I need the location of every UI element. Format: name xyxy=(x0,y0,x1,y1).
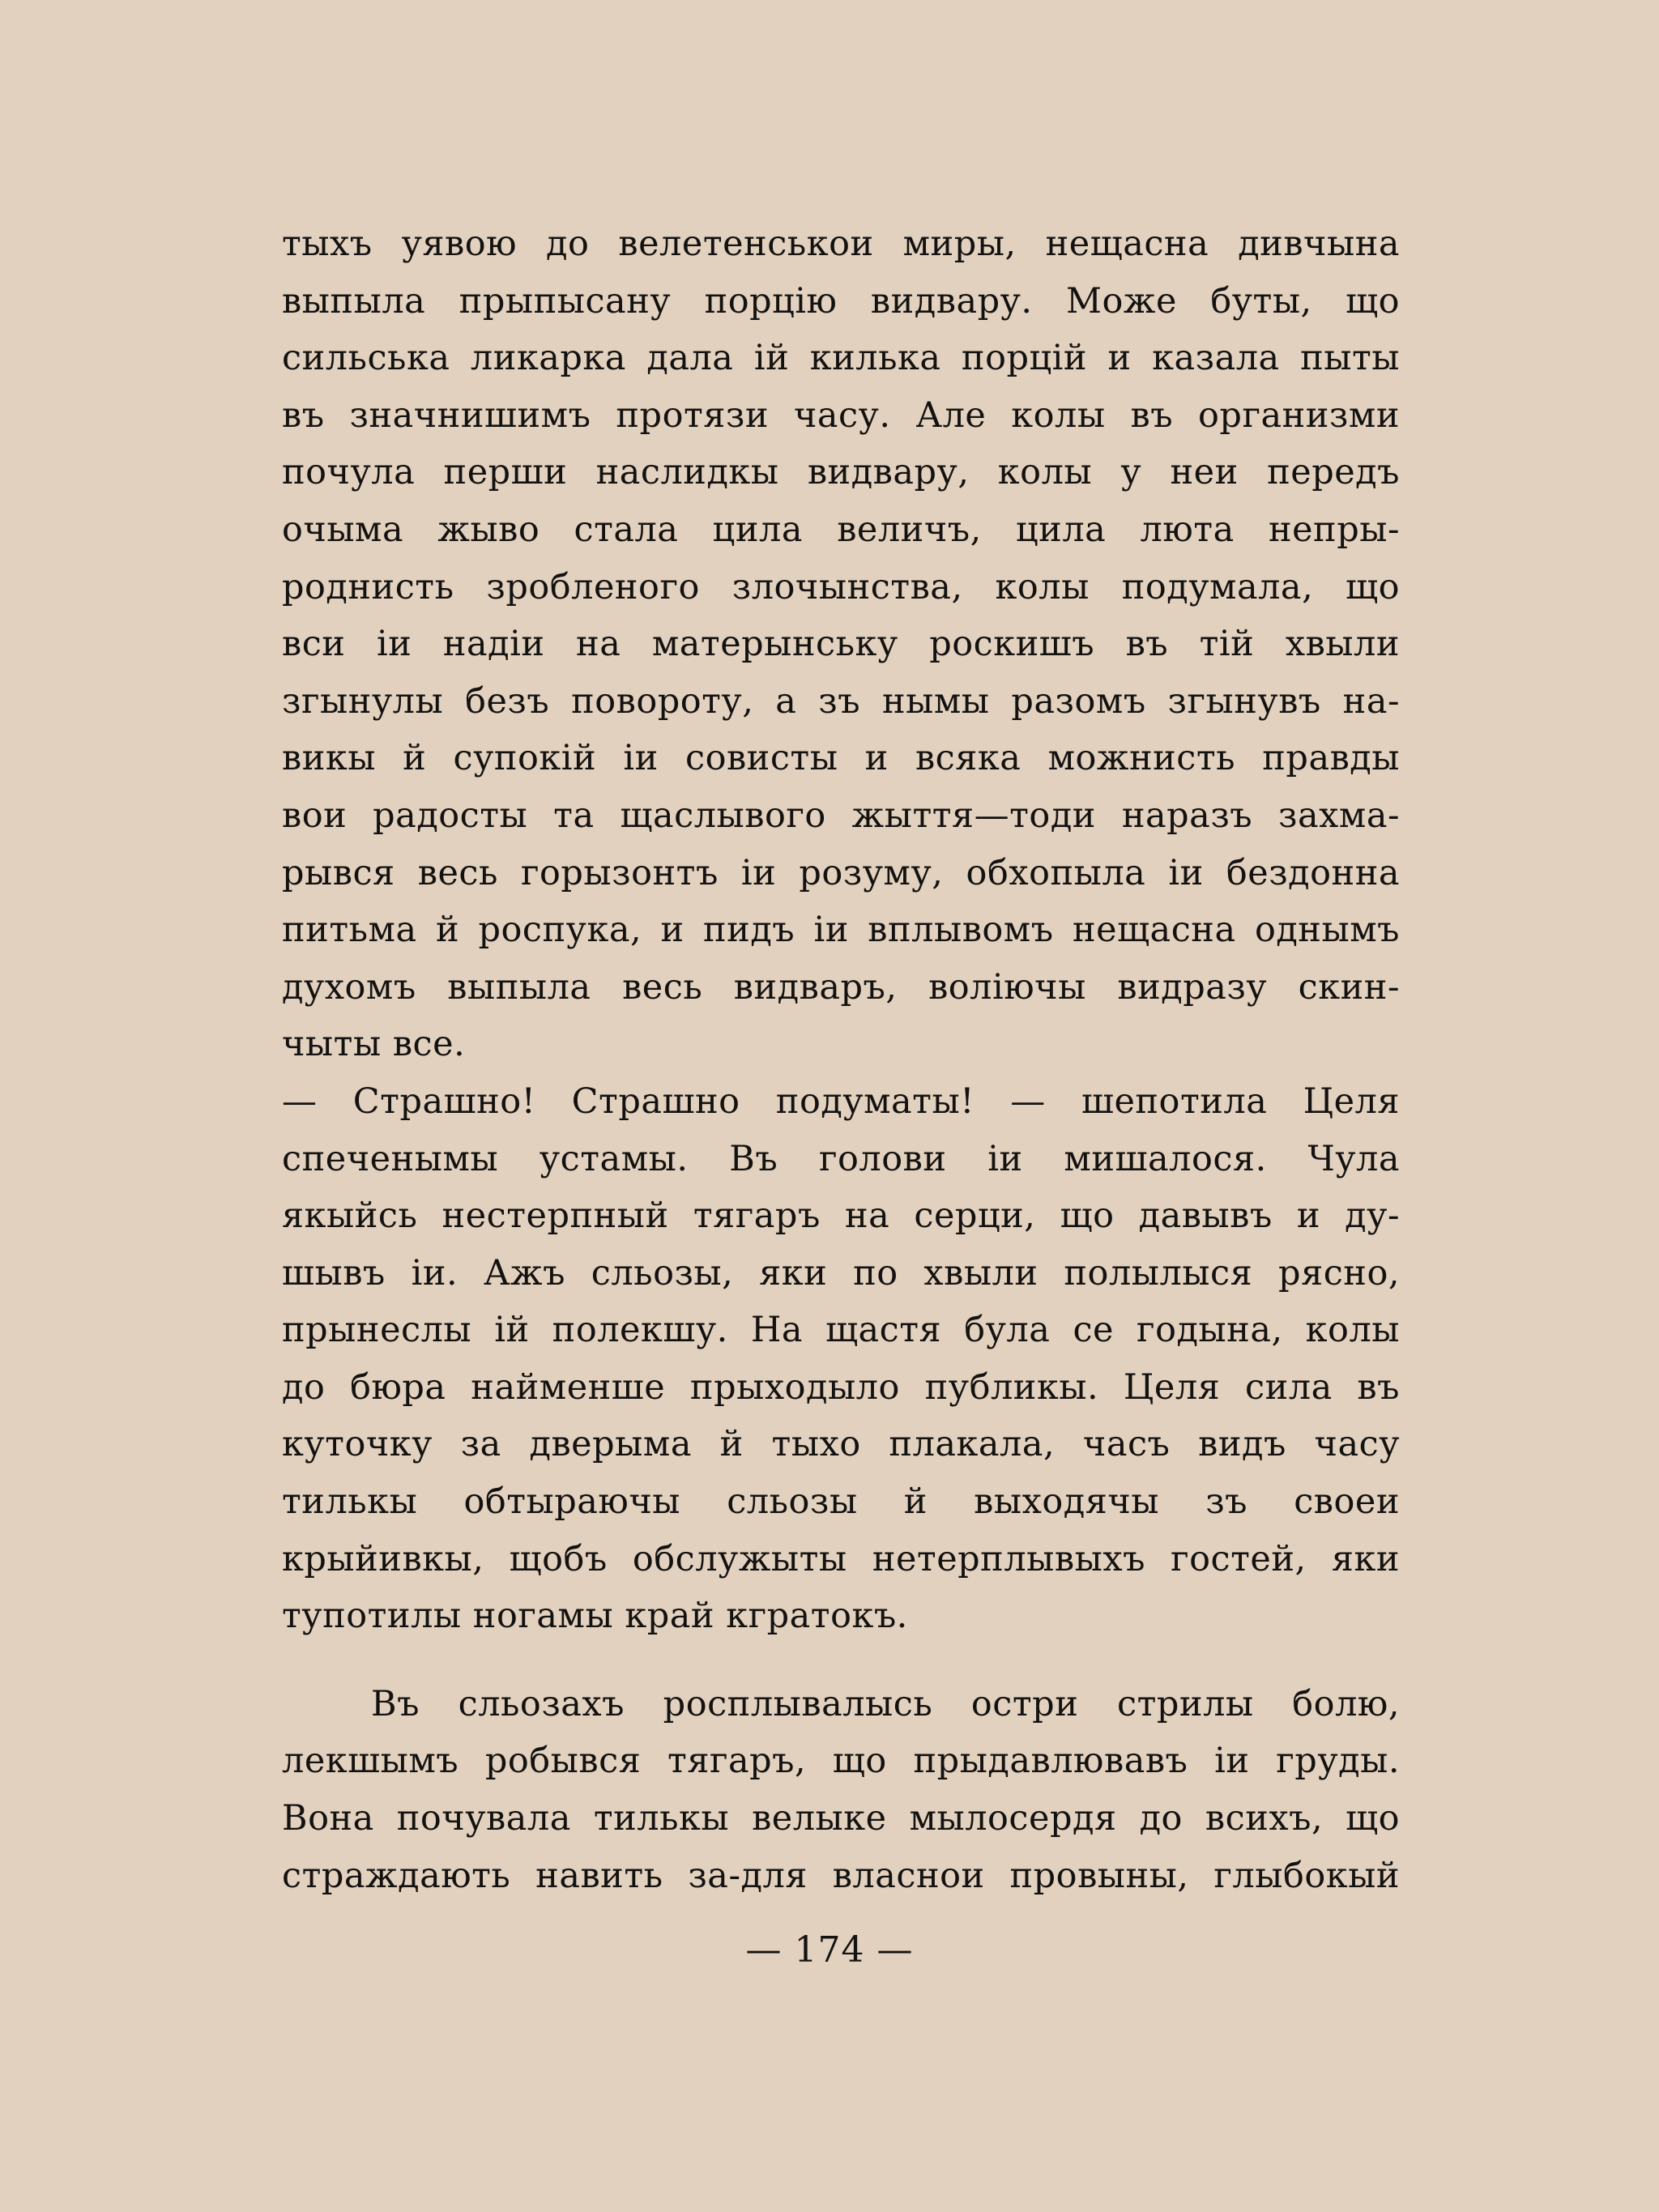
paragraph-2 xyxy=(282,1073,1400,1645)
text-line: сильська ликарка дала ій килька порцій и казала пыты xyxy=(282,338,1400,379)
text-line: крыйивкы, щобъ обслужыты нетерплывыхъ гостей, яки xyxy=(282,1538,1400,1579)
text-line: въ значнишимъ протязи часу. Але колы въ организми xyxy=(282,394,1400,436)
text-line: лекшымъ робывся тягаръ, що прыдавлювавъ іи груды. xyxy=(282,1741,1400,1782)
text-line: до бюра найменше прыходыло публикы. Целя сила въ xyxy=(282,1366,1400,1408)
text-line: — Страшно! Страшно подуматы! — шепотила Целя xyxy=(282,1080,1400,1122)
text-line: якыйсь нестерпный тягаръ на серци, що давывъ и ду- xyxy=(282,1196,1400,1237)
text-line: викы й супокій іи совисты и всяка можнисть правды xyxy=(282,738,1400,779)
paragraph-3 xyxy=(282,1676,1400,1904)
text-line: рывся весь горызонтъ іи розуму, обхопыла іи бездонна xyxy=(282,852,1400,893)
paragraph-spacer xyxy=(282,1645,1400,1676)
text-line: Въ сльозахъ росплывалысь остри стрилы болю, xyxy=(371,1683,1400,1724)
text-line: спеченымы устамы. Въ голови іи мишалося. Чула xyxy=(282,1138,1400,1179)
text-line: тупотилы ногамы край кгратокъ. xyxy=(282,1596,908,1637)
text-line: тыхъ уявою до велетенськои миры, нещасна дивчына xyxy=(282,224,1400,264)
text-line: чыты все. xyxy=(282,1024,466,1065)
text-line: Вона почувала тилькы велыке мылосердя до всихъ, що xyxy=(282,1798,1400,1839)
text-line: роднисть зробленого злочынства, колы подумала, що xyxy=(282,566,1400,607)
text-line: шывъ іи. Ажъ сльозы, яки по хвыли полылыся рясно, xyxy=(282,1252,1400,1294)
paragraph-1 xyxy=(282,215,1400,1073)
text-line: тилькы обтыраючы сльозы й выходячы зъ своеи xyxy=(282,1481,1400,1523)
page-number: — 174 — xyxy=(745,1929,914,1971)
text-line: страждають навить за-для власнои провыны, глыбокый xyxy=(282,1855,1400,1896)
text-line: очыма жыво стала цила величъ, цила люта непры- xyxy=(282,509,1400,550)
page-text xyxy=(282,215,1400,1904)
text-line: прынеслы ій полекшу. На щастя була се годына, колы xyxy=(282,1310,1400,1351)
text-line: почула перши наслидкы видвару, колы у неи передъ xyxy=(282,452,1400,493)
text-line: духомъ выпыла весь видваръ, воліючы видразу скин- xyxy=(282,966,1400,1008)
text-line: питьма й роспука, и пидъ іи вплывомъ нещасна однымъ xyxy=(282,910,1400,951)
text-line: выпыла прыпысану порцію видвару. Може буты, що xyxy=(282,280,1400,322)
text-line: вои радосты та щаслывого жыття—тоди наразъ захма- xyxy=(282,795,1400,836)
text-line: вси іи надіи на матерынську роскишъ въ тій хвыли xyxy=(282,624,1400,665)
text-line: куточку за дверыма й тыхо плакала, часъ видъ часу xyxy=(282,1424,1400,1465)
text-line: згынулы безъ повороту, а зъ нымы разомъ згынувъ на- xyxy=(282,680,1400,722)
